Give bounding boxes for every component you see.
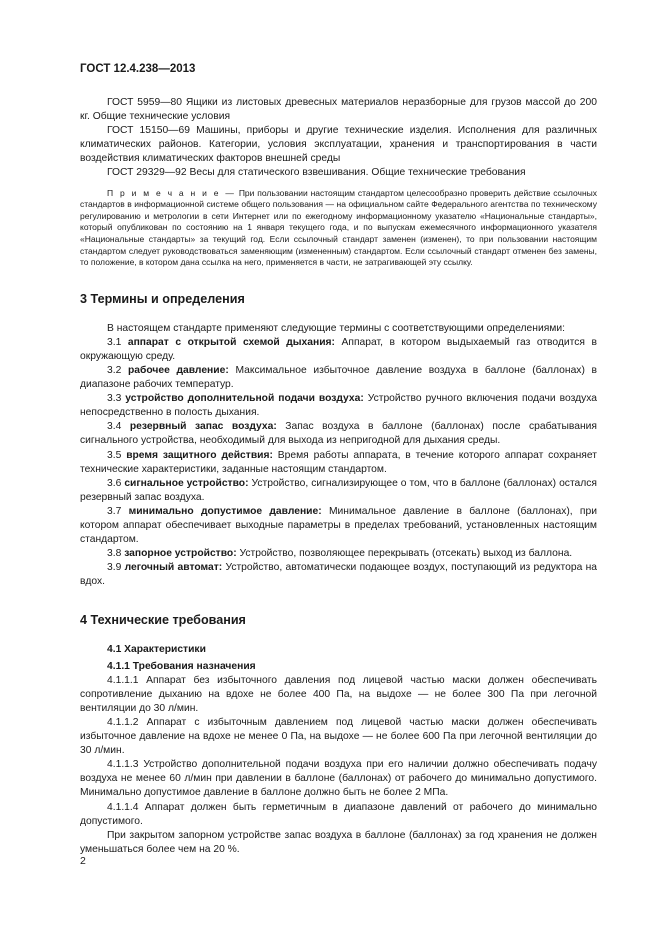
- term-definition: Устройство, позволяющее перекрывать (отсекать) выход из баллона.: [239, 548, 573, 560]
- reference-gost-29329: ГОСТ 29329—92 Весы для статического взвешивания. Общие технические требования: [107, 167, 526, 179]
- subsection-4-1-1-heading: 4.1.1 Требования назначения: [107, 660, 256, 672]
- paragraph-storage: При закрытом запорном устройстве запас воздуха в баллоне (баллонах) за год хранения не должен уменьшаться более чем на 20 %.: [80, 829, 597, 855]
- term-definition: Минимальное давление в баллоне (баллонах), при котором аппарат обеспечивает выходные параметры в пределах требований, установленных настоящим стандартом.: [80, 505, 597, 546]
- note-text: При пользовании настоящим стандартом целесообразно проверить действие ссылочных стандартов в информационной системе общего пользования — на официальном сайте Федерального агентства по техническому регулированию и метрологии в сети Интернет или по ежегодному информационному указателю «Национальные стандарты», который опубликован по состоянию на 1 января текущего года, и по выпускам ежемесячного информационного указателя «Национальные стандарты» за текущий год. Если ссылочный стандарт заменен (изменен), то при пользовании настоящим стандартом следует руководствоваться заменяющим (измененным) стандартом. Если ссылочный стандарт отменен без замены, то положение, в котором дана ссылка на него, применяется в части, не затрагивающей эту ссылку.: [80, 187, 597, 268]
- term-number: 3.8: [107, 548, 122, 560]
- paragraph-4-1-1-1: 4.1.1.1 Аппарат без избыточного давления под лицевой частью маски должен обеспечивать сопротивление дыханию на вдохе не более 400 Па, на выдохе — не более 300 Па при легочной вентиляции до 30 л/мин.: [80, 674, 597, 714]
- term-name: устройство дополнительной подачи воздуха:: [125, 393, 364, 405]
- term-definition: Максимальное избыточное давление воздуха в баллоне (баллонах) в диапазоне рабочих температур.: [80, 365, 597, 391]
- term-number: 3.9: [107, 562, 122, 574]
- subsection-4-1-heading: 4.1 Характеристики: [107, 643, 206, 655]
- paragraph-4-1-1-3: 4.1.1.3 Устройство дополнительной подачи воздуха при его наличии должно обеспечивать подачу воздуха не менее 60 л/мин при давлении в баллоне (баллонах) от рабочего до минимально допустимого. Минимально допустимое давление в баллоне должно быть не более 2 МПа.: [80, 759, 597, 799]
- document-body: [80, 96, 597, 857]
- term-name: минимально допустимое давление:: [128, 505, 322, 517]
- term-definition: Запас воздуха в баллоне (баллонах) после срабатывания сигнального устройства, необходимый для выхода из непригодной для дыхания среды.: [80, 421, 597, 447]
- term-3-9: [80, 561, 597, 589]
- section-3-intro: В настоящем стандарте применяют следующие термины с соответствующими определениями:: [107, 322, 565, 334]
- term-3-1: [80, 336, 597, 364]
- reference-gost-5959: ГОСТ 5959—80 Ящики из листовых древесных материалов неразборные для грузов массой до 200 кг. Общие технические условия: [80, 97, 597, 123]
- document-header: ГОСТ 12.4.238—2013: [80, 63, 196, 75]
- term-definition: Аппарат, в котором выдыхаемый газ отводится в окружающую среду.: [80, 336, 597, 362]
- term-number: 3.4: [107, 421, 122, 433]
- term-definition: Время работы аппарата, в течение которого аппарат сохраняет технические характеристики, заданные настоящим стандартом.: [80, 449, 597, 475]
- term-definition: Устройство, автоматически подающее воздух, поступающий из редуктора на вдох.: [80, 562, 597, 588]
- note-paragraph: [80, 188, 597, 269]
- term-3-4: [80, 420, 597, 448]
- section-4-heading: 4 Технические требования: [80, 612, 246, 627]
- term-3-6: [80, 477, 597, 505]
- term-name: аппарат с открытой схемой дыхания:: [127, 336, 335, 348]
- term-number: 3.6: [107, 477, 122, 489]
- page-number: 2: [80, 855, 86, 867]
- note-label: П р и м е ч а н и е —: [107, 187, 236, 198]
- term-3-8: [80, 547, 597, 561]
- term-name: время защитного действия:: [126, 449, 273, 461]
- term-name: рабочее давление:: [127, 365, 229, 376]
- term-definition: Устройство ручного включения подачи воздуха непосредственно в полость дыхания.: [80, 393, 597, 419]
- reference-gost-15150: ГОСТ 15150—69 Машины, приборы и другие технические изделия. Исполнения для различных климатических районов. Категории, условия эксплуатации, хранения и транспортирования в части воздействия климатических факторов внешней среды: [80, 125, 597, 165]
- term-number: 3.1: [107, 336, 122, 348]
- paragraph-4-1-1-4: 4.1.1.4 Аппарат должен быть герметичным в диапазоне давлений от рабочего до минимально допустимого.: [80, 801, 597, 827]
- section-3-heading: 3 Термины и определения: [80, 291, 245, 306]
- term-3-7: [80, 505, 597, 547]
- term-3-3: [80, 392, 597, 420]
- term-name: сигнальное устройство:: [124, 477, 249, 489]
- term-name: легочный автомат:: [124, 562, 223, 574]
- paragraph-4-1-1-2: 4.1.1.2 Аппарат с избыточным давлением под лицевой частью маски должен обеспечивать избыточное давление на вдохе не менее 0 Па, на выдохе — не более 600 Па при легочной вентиляции до 30 л/мин.: [80, 716, 597, 757]
- term-definition: Устройство, сигнализирующее о том, что в баллоне (баллонах) остался резервный запас воздуха.: [80, 477, 597, 503]
- term-number: 3.5: [107, 449, 122, 461]
- term-number: 3.3: [107, 393, 122, 405]
- term-number: 3.7: [107, 505, 122, 517]
- term-name: запорное устройство:: [124, 548, 237, 560]
- term-3-5: [80, 449, 597, 477]
- term-name: резервный запас воздуха:: [129, 421, 277, 433]
- term-number: 3.2: [107, 365, 122, 376]
- term-3-2: [80, 364, 597, 392]
